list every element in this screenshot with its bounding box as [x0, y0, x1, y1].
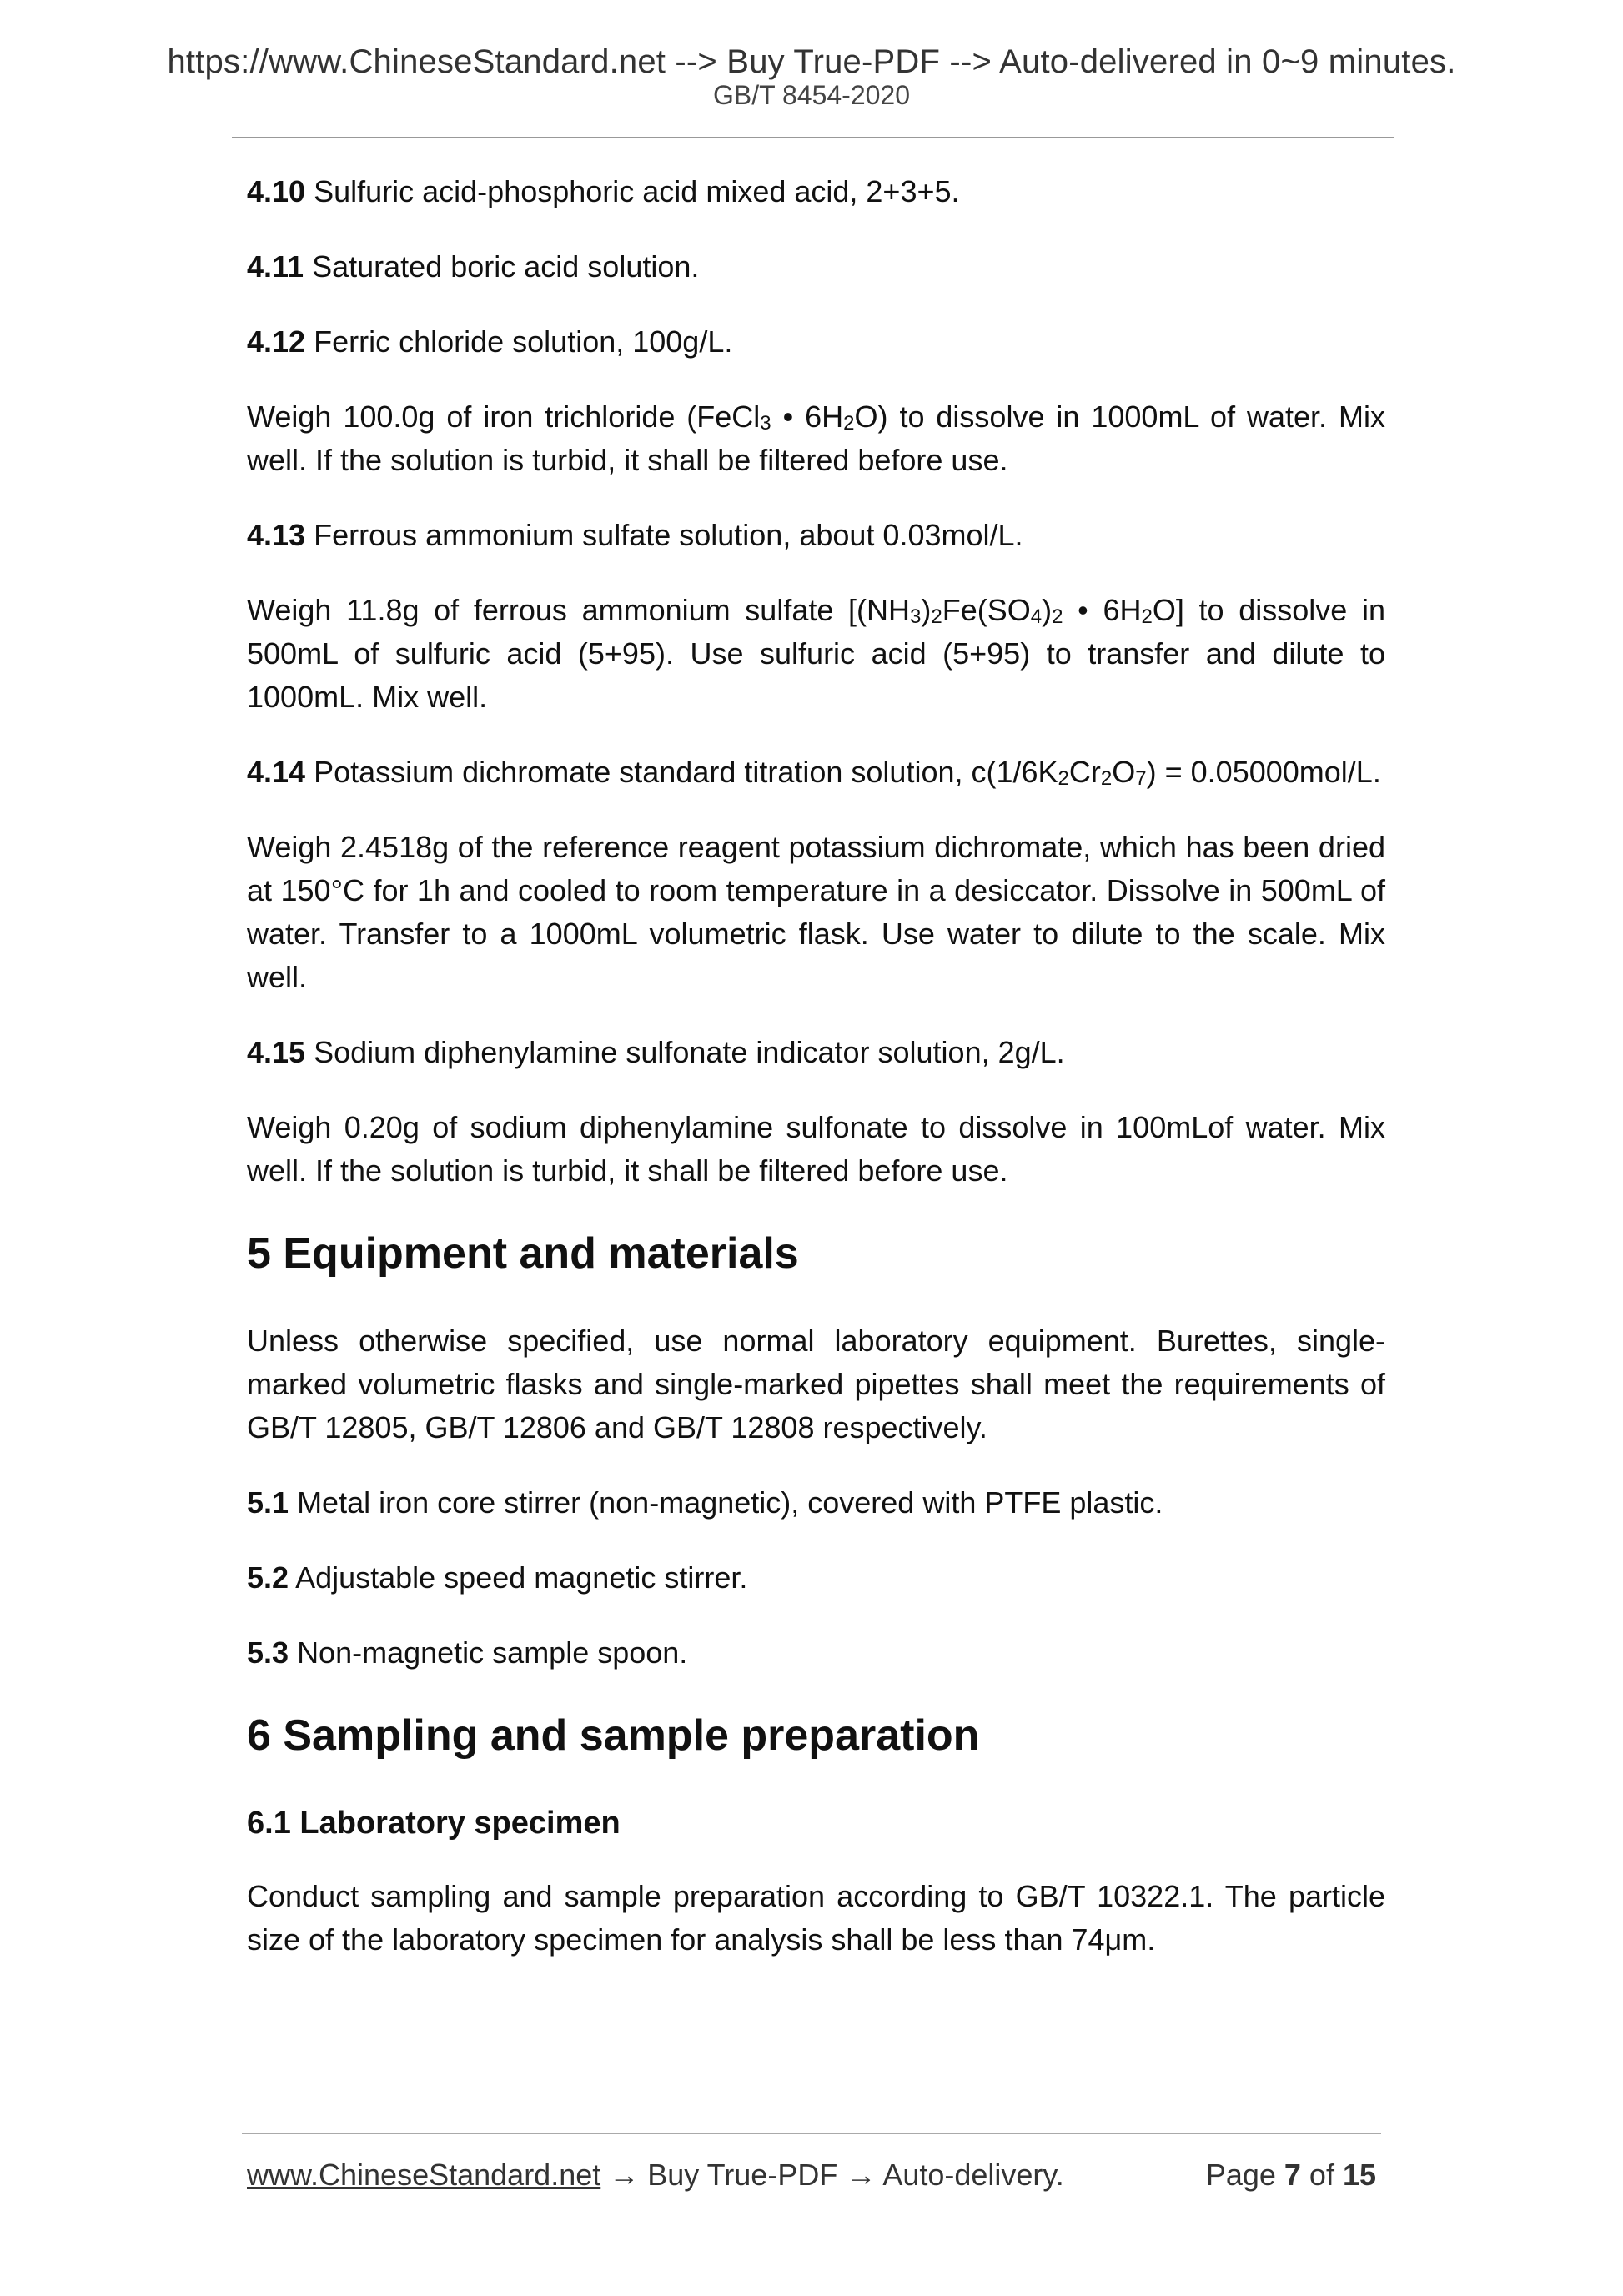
text-run: ) — [1042, 593, 1053, 627]
subscript: 3 — [760, 412, 771, 435]
paragraph-4-12 — [247, 395, 1385, 482]
text-run: O) to dissolve in 1000mL of water. Mix well. If the solution is turbid, it shall be filtered before use. — [247, 399, 1385, 477]
text-run: Fe(SO — [942, 593, 1031, 627]
of-label: of — [1300, 2158, 1343, 2192]
text-run: ) — [921, 593, 932, 627]
footer-divider — [242, 2133, 1381, 2134]
clause-4-13 — [247, 514, 1385, 557]
text-run: O] to dissolve in 500mL of sulfuric acid (5+95). Use sulfuric acid (5+95) to transfer and dilute to 1000mL. Mix well. — [247, 593, 1385, 714]
clause-number: 4.15 — [247, 1035, 306, 1069]
section-5-intro: Unless otherwise specified, use normal laboratory equipment. Burettes, single-marked volumetric flasks and single-marked pipettes shall meet the requirements of GB/T 12805, GB/T 12806 and GB/T 12808 respectively. — [247, 1324, 1385, 1444]
footer-page-indicator — [1206, 2157, 1376, 2193]
text-run: Weigh 11.8g of ferrous ammonium sulfate [(NH — [247, 593, 911, 627]
clause-text: Ferric chloride solution, 100g/L. — [314, 324, 733, 359]
text-run: O — [1112, 755, 1136, 789]
subscript: 7 — [1135, 767, 1147, 790]
clause-number: 4.12 — [247, 324, 306, 359]
clause-number: 4.10 — [247, 174, 306, 208]
paragraph-4-13 — [247, 589, 1385, 719]
clause-text: Metal iron core stirrer (non-magnetic), covered with PTFE plastic. — [297, 1485, 1163, 1520]
clause-5-3 — [247, 1631, 1385, 1675]
page-label: Page — [1205, 2158, 1284, 2192]
clause-number: 4.14 — [247, 755, 306, 789]
clause-5-1 — [247, 1481, 1385, 1525]
footer-left — [247, 2157, 1064, 2193]
page-number: 7 — [1284, 2158, 1301, 2192]
section-6-heading: 6 Sampling and sample preparation — [247, 1711, 980, 1760]
subscript: 2 — [1058, 767, 1069, 790]
text-run: Weigh 100.0g of iron trichloride (FeCl — [247, 399, 761, 434]
subsection-6-1-heading: 6.1 Laboratory specimen — [247, 1806, 621, 1841]
section-6-1-text: Conduct sampling and sample preparation according to GB/T 10322.1. The particle size of the laboratory specimen for analysis shall be less than 74μm. — [247, 1879, 1385, 1957]
clause-number: 4.11 — [247, 249, 304, 284]
clause-number: 5.3 — [247, 1635, 289, 1670]
clause-text: Non-magnetic sample spoon. — [297, 1635, 688, 1670]
footer-tagline: → Buy True-PDF → Auto-delivery. — [600, 2158, 1064, 2192]
text-run: Potassium dichromate standard titration solution, c(1/6K — [314, 755, 1058, 789]
clause-number: 5.1 — [247, 1485, 289, 1520]
subscript: 3 — [910, 605, 922, 628]
subscript: 2 — [931, 605, 942, 628]
subscript: 2 — [843, 412, 855, 435]
clause-4-10 — [247, 170, 1385, 214]
clause-4-15 — [247, 1031, 1385, 1074]
subscript: 2 — [1052, 605, 1063, 628]
header-standard-id: GB/T 8454-2020 — [712, 80, 910, 110]
page-total: 15 — [1342, 2158, 1376, 2192]
text-run: ) = 0.05000mol/L. — [1146, 755, 1381, 789]
clause-number: 4.13 — [247, 518, 306, 552]
clause-text: Adjustable speed magnetic stirrer. — [295, 1560, 748, 1595]
text-run: • 6H — [1063, 593, 1142, 627]
section-5-heading: 5 Equipment and materials — [247, 1229, 799, 1278]
text-run: • 6H — [771, 399, 844, 434]
text-run: Cr — [1068, 755, 1101, 789]
clause-text: Saturated boric acid solution. — [312, 249, 700, 284]
clause-5-2 — [247, 1556, 1385, 1600]
footer-site-link[interactable]: www.ChineseStandard.net — [247, 2158, 601, 2192]
header-divider — [232, 137, 1394, 138]
paragraph-4-15: Weigh 0.20g of sodium diphenylamine sulfonate to dissolve in 100mLof water. Mix well. If the solution is turbid, it shall be filtered before use. — [247, 1110, 1385, 1188]
clause-text: Sodium diphenylamine sulfonate indicator solution, 2g/L. — [314, 1035, 1065, 1069]
clause-4-11 — [247, 245, 1385, 289]
clause-4-12 — [247, 320, 1385, 364]
document-body — [247, 170, 1385, 1993]
clause-text: Sulfuric acid-phosphoric acid mixed acid, 2+3+5. — [314, 174, 960, 208]
subscript: 2 — [1100, 767, 1113, 790]
clause-4-14 — [247, 751, 1385, 794]
subscript: 2 — [1141, 605, 1153, 628]
clause-number: 5.2 — [247, 1560, 289, 1595]
clause-text: Ferrous ammonium sulfate solution, about 0.03mol/L. — [314, 518, 1023, 552]
header-url-line: https://www.ChineseStandard.net --> Buy True-PDF --> Auto-delivered in 0~9 minutes. — [167, 43, 1456, 80]
subscript: 4 — [1030, 605, 1043, 628]
paragraph-4-14: Weigh 2.4518g of the reference reagent potassium dichromate, which has been dried at 150°C for 1h and cooled to room temperature in a desiccator. Dissolve in 500mL of water. Transfer to a 1000mL volumetric flask. Use water to dilute to the scale. Mix well. — [247, 830, 1385, 994]
